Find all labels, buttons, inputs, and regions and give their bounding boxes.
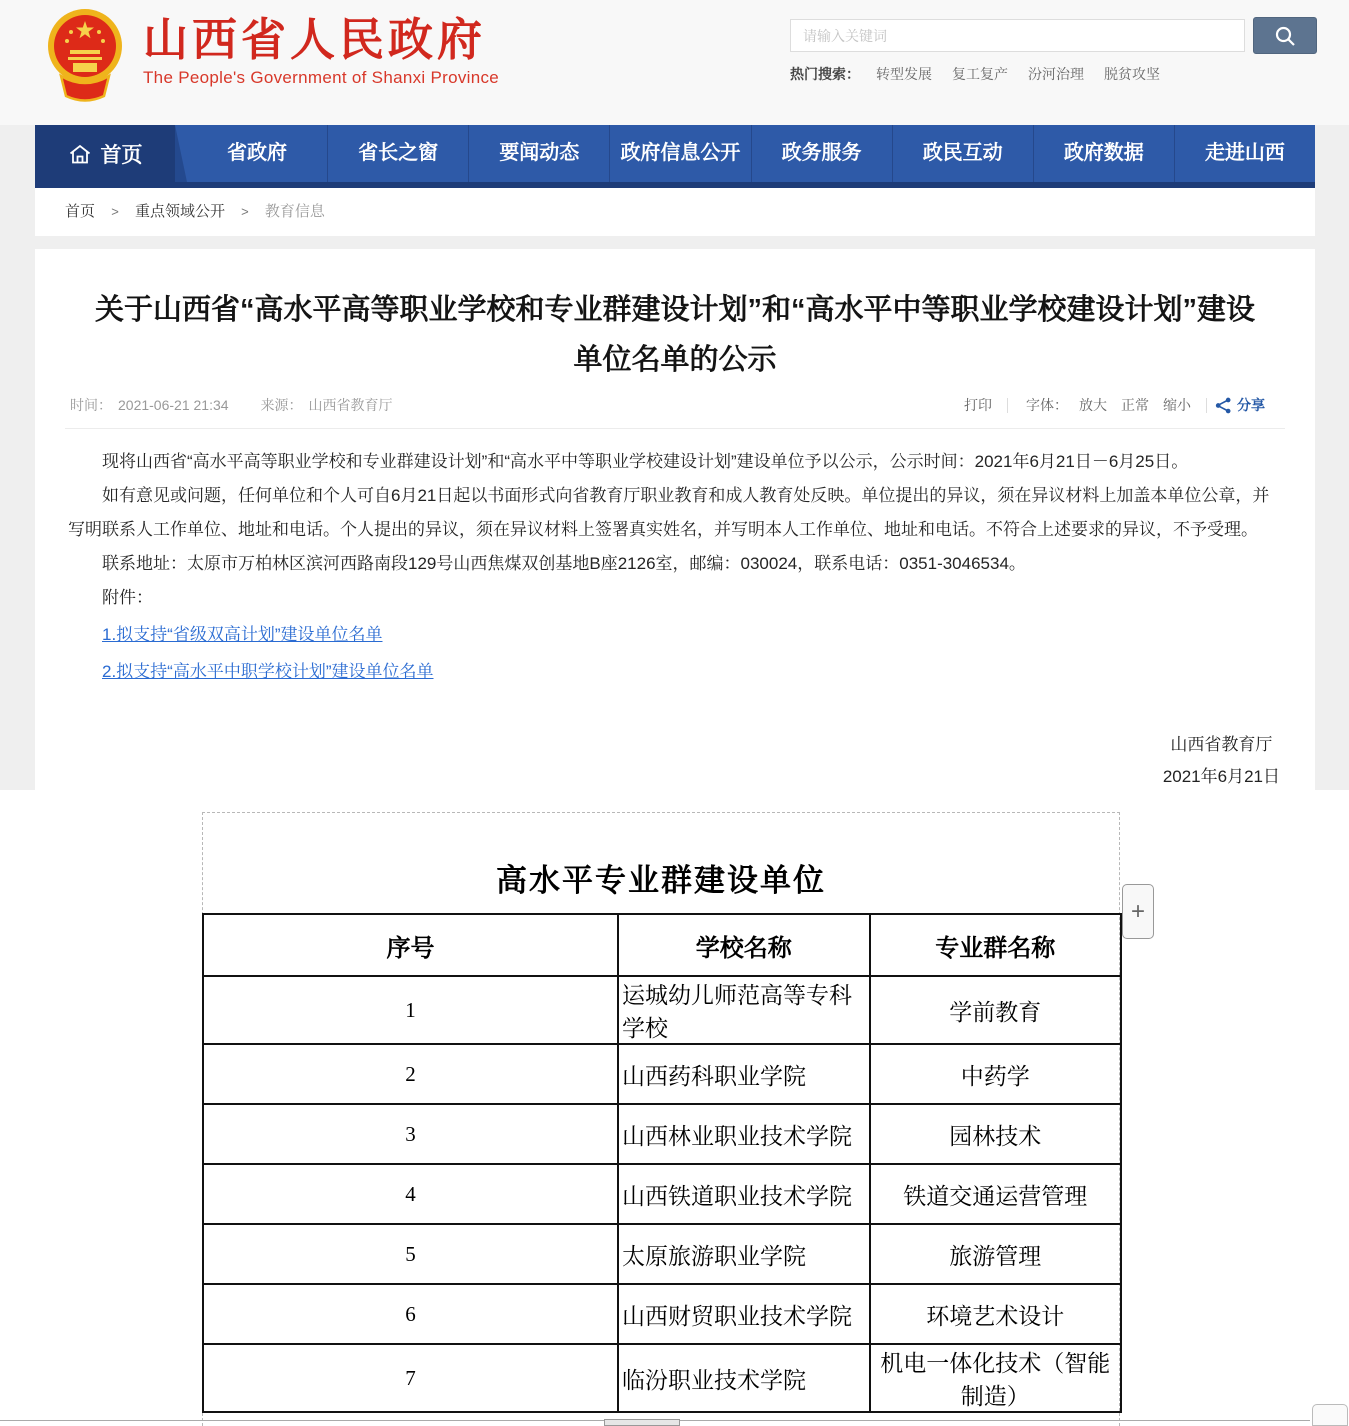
school-name-cell: 山西财贸职业技术学院: [618, 1284, 870, 1344]
font-smaller-button[interactable]: 缩小: [1163, 397, 1191, 413]
print-button[interactable]: 打印: [964, 397, 992, 413]
row-number-cell: 4: [203, 1164, 618, 1224]
table-row: [203, 1284, 1121, 1344]
site-brand: [45, 6, 499, 106]
table-row: [203, 1164, 1121, 1224]
scanned-table-image: [202, 812, 1120, 1426]
nav-item[interactable]: 政府数据: [1033, 125, 1174, 182]
nav-home-label: 首页: [100, 143, 143, 167]
table-row: [203, 1224, 1121, 1284]
hot-search-link[interactable]: 汾河治理: [1028, 66, 1084, 82]
nav-item[interactable]: 省政府: [227, 142, 288, 164]
nav-item[interactable]: 要闻动态: [468, 125, 609, 182]
font-size-label: 字体：: [1026, 397, 1068, 413]
table-body: [203, 976, 1121, 1412]
table-header-cell: 学校名称: [618, 914, 870, 976]
hot-search-link[interactable]: 脱贫攻坚: [1104, 66, 1160, 82]
share-button[interactable]: [1215, 395, 1265, 415]
row-number-cell: 7: [203, 1344, 618, 1412]
nav-items: [187, 125, 1315, 182]
program-group-cell: 中药学: [870, 1044, 1122, 1104]
font-larger-button[interactable]: 放大: [1079, 397, 1107, 413]
school-name-cell: 山西铁道职业技术学院: [618, 1164, 870, 1224]
hot-search-links: [876, 64, 1180, 84]
meta-time-label: 时间：: [70, 397, 112, 413]
notice-image-section: [0, 790, 1349, 1426]
nav-item[interactable]: 走进山西: [1174, 125, 1315, 182]
attachment-links: [68, 618, 1282, 689]
hot-search-link[interactable]: 转型发展: [876, 66, 932, 82]
article-signature: [1163, 729, 1280, 793]
row-number-cell: 2: [203, 1044, 618, 1104]
horizontal-scrollbar-thumb[interactable]: [604, 1419, 680, 1426]
row-number-cell: 3: [203, 1104, 618, 1164]
table-header-row: [203, 914, 1121, 976]
attachment-link[interactable]: 2.拟支持“高水平中职学校计划”建设单位名单: [102, 662, 434, 681]
units-table: [202, 913, 1122, 1413]
divider: [1206, 398, 1207, 413]
zoom-out-button-partial[interactable]: [1312, 1404, 1348, 1426]
site-header: [0, 0, 1349, 125]
breadcrumb-key-areas[interactable]: 重点领域公开: [134, 203, 225, 220]
breadcrumb: [35, 188, 1315, 236]
program-group-cell: 旅游管理: [870, 1224, 1122, 1284]
main-nav: [35, 125, 1315, 188]
breadcrumb-home[interactable]: 首页: [65, 203, 96, 220]
hot-search-link[interactable]: 复工复产: [952, 66, 1008, 82]
hot-search-label: 热门搜索：: [790, 66, 860, 82]
table-header-cell: 专业群名称: [870, 914, 1122, 976]
divider: [65, 428, 1285, 429]
row-number-cell: 5: [203, 1224, 618, 1284]
nav-item[interactable]: 省长之窗: [327, 125, 468, 182]
national-emblem-logo: [45, 6, 125, 106]
school-name-cell: 运城幼儿师范高等专科学校: [618, 976, 870, 1044]
table-title: 高水平专业群建设单位: [496, 863, 826, 898]
site-title: 山西省人民政府: [143, 14, 487, 65]
share-icon: [1215, 397, 1232, 414]
row-number-cell: 1: [203, 976, 618, 1044]
attachments-label: 附件：: [102, 588, 153, 607]
meta-time-value: 2021-06-21 21:34: [118, 397, 229, 413]
nav-home-tab[interactable]: [35, 125, 175, 182]
article-title: 关于山西省“高水平高等职业学校和专业群建设计划”和“高水平中等职业学校建设计划”建设单位名单的公示: [94, 294, 1255, 376]
article-body: [68, 445, 1282, 689]
search-input[interactable]: [790, 19, 1245, 52]
table-row: [203, 1104, 1121, 1164]
signature-org: 山西省教育厅: [1170, 735, 1273, 754]
article-paragraph: 现将山西省“高水平高等职业学校和专业群建设计划”和“高水平中等职业学校建设计划”建设单位予以公示，公示时间：2021年6月21日－6月25日。: [102, 452, 1189, 471]
divider: [1007, 398, 1008, 413]
program-group-cell: 环境艺术设计: [870, 1284, 1122, 1344]
school-name-cell: 临汾职业技术学院: [618, 1344, 870, 1412]
zoom-in-button[interactable]: +: [1122, 884, 1154, 939]
attachment-link[interactable]: 1.拟支持“省级双高计划”建设单位名单: [102, 625, 383, 644]
search-button[interactable]: [1253, 17, 1317, 54]
font-normal-button[interactable]: 正常: [1121, 397, 1149, 413]
table-row: [203, 1344, 1121, 1412]
breadcrumb-separator: >: [241, 204, 249, 219]
meta-source-label: 来源：: [260, 397, 303, 413]
table-header-cell: 序号: [203, 914, 618, 976]
article-paragraph: 联系地址：太原市万柏林区滨河西路南段129号山西焦煤双创基地B座2126室，邮编：030024，联系电话：0351-3046534。: [102, 554, 1026, 573]
hot-search-row: [790, 64, 1180, 84]
table-row: [203, 1044, 1121, 1104]
search-icon: [1274, 25, 1296, 47]
program-group-cell: 园林技术: [870, 1104, 1122, 1164]
school-name-cell: 山西林业职业技术学院: [618, 1104, 870, 1164]
article-meta: [70, 395, 1265, 415]
nav-item[interactable]: 政民互动: [892, 125, 1033, 182]
nav-item[interactable]: 政府信息公开: [609, 125, 750, 182]
program-group-cell: 学前教育: [870, 976, 1122, 1044]
meta-source-value: 山西省教育厅: [308, 397, 393, 413]
signature-date: 2021年6月21日: [1162, 767, 1280, 786]
row-number-cell: 6: [203, 1284, 618, 1344]
article-paragraph: 如有意见或问题，任何单位和个人可自6月21日起以书面形式向省教育厅职业教育和成人教育处反映。单位提出的异议，须在异议材料上加盖本单位公章，并写明联系人工作单位、地址和电话。个人提出的异议，须在异议材料上签署真实姓名，并写明本人工作单位、地址和电话。不符合上述要求的异议，不予受理。: [68, 486, 1270, 539]
table-row: [203, 976, 1121, 1044]
home-icon: [68, 143, 92, 165]
breadcrumb-separator: >: [111, 204, 119, 219]
program-group-cell: 铁道交通运营管理: [870, 1164, 1122, 1224]
share-label: 分享: [1237, 397, 1265, 413]
school-name-cell: 太原旅游职业学院: [618, 1224, 870, 1284]
breadcrumb-current: 教育信息: [264, 203, 325, 220]
nav-item[interactable]: 政务服务: [751, 125, 892, 182]
program-group-cell: 机电一体化技术（智能制造）: [870, 1344, 1122, 1412]
site-subtitle: The People's Government of Shanxi Province: [143, 68, 500, 88]
article-card: [35, 249, 1315, 790]
school-name-cell: 山西药科职业学院: [618, 1044, 870, 1104]
